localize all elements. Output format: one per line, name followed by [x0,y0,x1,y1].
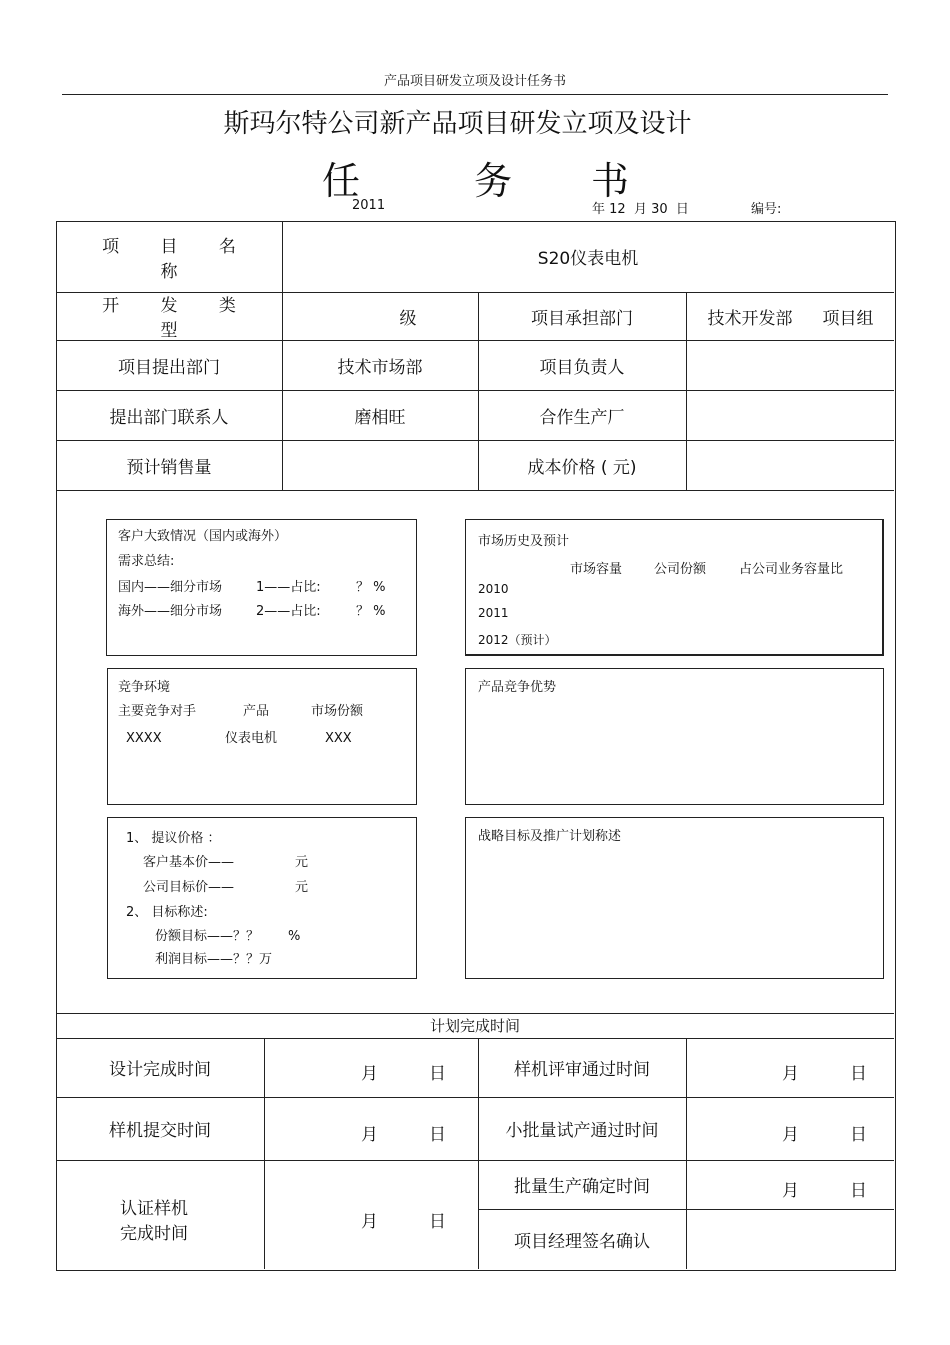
customer-summary: 需求总结: [118,554,175,569]
pricing-item2: 2、 目标称述: [126,905,208,920]
month-label: 月 [361,1064,378,1084]
date-year: 2011 [352,198,386,213]
overseas-share-label: 2——占比: [256,604,321,619]
market-title: 市场历史及预计 [478,534,570,549]
advantage-box [465,668,884,805]
pilot-run-label: 小批量试产通过时间 [505,1121,659,1141]
proposer-dept-label: 项目提出部门 [118,357,220,378]
mass-production-label: 批量生产确定时间 [514,1177,650,1197]
domestic-share-value: ？ % [356,580,386,595]
contact-value: 磨相旺 [354,407,406,428]
proposer-dept-value: 技术市场部 [337,357,423,378]
design-complete-label: 设计完成时间 [109,1060,211,1080]
dev-type-value: 级 [399,308,417,329]
pricing-target-unit: 元 [295,880,309,895]
prototype-review-label: 样机评审通过时间 [514,1060,650,1080]
factory-value [686,390,894,440]
day-label: 日 [429,1212,446,1232]
cert-sample-label-2: 完成时间 [120,1224,188,1244]
dept-label: 项目承担部门 [531,308,633,329]
competition-rival: XXXX [126,731,162,746]
title-char-ren: 任 [322,159,361,203]
day-label: 日 [850,1064,867,1084]
pricing-box [107,817,417,979]
month-label: 月 [361,1125,378,1145]
competition-product: 仪表电机 [225,731,278,746]
advantage-title: 产品竞争优势 [478,680,557,695]
col-line [264,1038,265,1269]
cost-value [686,440,894,490]
row-line [56,490,894,491]
dept-value-1: 技术开发部 [707,308,793,329]
pricing-item1: 1、 提议价格 ： [126,831,221,846]
cert-sample-label-1: 认证样机 [120,1199,188,1219]
project-name-value: S20仪表电机 [537,249,639,269]
pricing-share: 份额目标——？？ [155,929,260,944]
day-label: 日 [429,1064,446,1084]
strategy-title: 战略目标及推广计划称述 [478,829,622,844]
factory-label: 合作生产厂 [539,407,625,428]
market-year: 2010 [478,582,509,596]
document-number-label: 编号: [751,202,782,217]
customer-box [106,519,417,656]
document-title: 斯玛尔特公司新产品项目研发立项及设计 [223,109,692,139]
market-col-capacity: 市场容量 [570,562,623,577]
prototype-submit-label: 样机提交时间 [109,1121,211,1141]
sales-value [282,440,478,490]
month-label: 月 [361,1212,378,1232]
pricing-share-unit: % [288,929,301,944]
cost-label: 成本价格 ( 元) [527,457,637,478]
contact-label: 提出部门联系人 [109,407,229,428]
competition-title: 竞争环境 [118,680,171,695]
day-label: 日 [850,1181,867,1201]
title-char-shu: 书 [591,159,630,203]
competition-head-share: 市场份额 [311,704,364,719]
month-label: 月 [782,1125,799,1145]
domestic-share-label: 1——占比: [256,580,321,595]
month-label: 月 [782,1181,799,1201]
col-line [686,1038,687,1269]
market-year: 2012（预计） [478,633,557,647]
leader-label: 项目负责人 [539,357,625,378]
competition-share: XXX [325,731,352,746]
schedule-title: 计划完成时间 [429,1017,520,1035]
domestic-segment: 国内——细分市场 [118,580,223,595]
customer-title: 客户大致情况（国内或海外） [118,529,288,544]
overseas-segment: 海外——细分市场 [118,604,223,619]
pricing-base-label: 客户基本价—— [143,855,235,870]
pricing-base-unit: 元 [295,855,309,870]
date-month-day: 年 12 月 30 日 [592,202,689,217]
market-col-share: 公司份额 [654,562,707,577]
dept-value-2: 项目组 [822,308,874,329]
row-line [56,1160,894,1161]
market-box [465,519,884,656]
overseas-share-value: ？ % [356,604,386,619]
strategy-box [465,817,884,979]
dev-type-label: 开 发 类 型 [102,296,254,341]
market-year: 2011 [478,606,509,620]
header-divider [62,94,888,95]
title-char-wu: 务 [474,159,513,203]
market-col-ratio: 占公司业务容量比 [739,562,844,577]
leader-value [686,340,894,390]
competition-head-rival: 主要竞争对手 [118,704,197,719]
day-label: 日 [850,1125,867,1145]
month-label: 月 [782,1064,799,1084]
project-name-label: 项 目 名 称 [102,236,254,282]
pm-signature-label: 项目经理签名确认 [514,1231,650,1252]
pricing-target-label: 公司目标价—— [143,880,235,895]
pricing-profit: 利润目标——？？万 [155,952,273,967]
competition-head-product: 产品 [243,704,270,719]
running-header: 产品项目研发立项及设计任务书 [383,74,566,89]
sales-label: 预计销售量 [126,457,212,478]
competition-box [107,668,417,805]
day-label: 日 [429,1125,446,1145]
